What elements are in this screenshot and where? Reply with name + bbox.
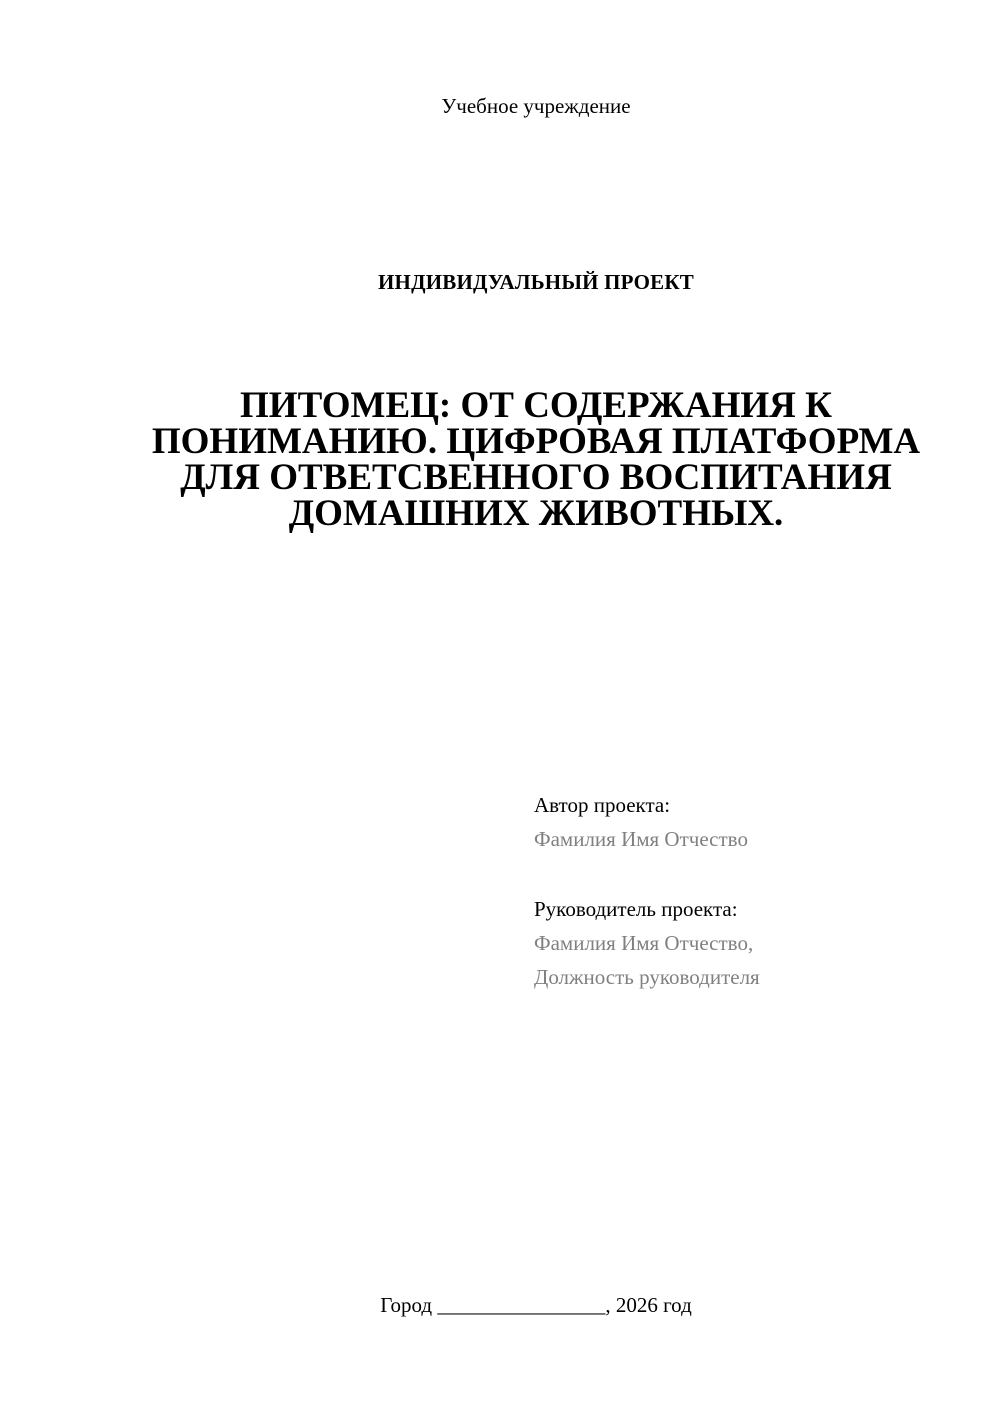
supervisor-label: Руководитель проекта: xyxy=(534,897,738,921)
project-title: ПИТОМЕЦ: ОТ СОДЕРЖАНИЯ К ПОНИМАНИЮ. ЦИФРОВАЯ ПЛАТФОРМА ДЛЯ ОТВЕТСВЕННОГО ВОСПИТАНИЯ ДОМАШНИХ ЖИВОТНЫХ. xyxy=(151,385,921,534)
supervisor-position-placeholder: Должность руководителя xyxy=(534,965,760,989)
city-year-line: Город ________________, 2026 год xyxy=(380,1293,692,1317)
project-type-heading: ИНДИВИДУАЛЬНЫЙ ПРОЕКТ xyxy=(378,270,694,294)
authors-spacer xyxy=(534,856,974,892)
supervisor-name-placeholder: Фамилия Имя Отчество, xyxy=(534,931,754,955)
authors-block xyxy=(534,788,974,994)
author-label: Автор проекта: xyxy=(534,793,671,817)
author-name-placeholder: Фамилия Имя Отчество xyxy=(534,827,748,851)
institution-name: Учебное учреждение xyxy=(441,94,631,118)
